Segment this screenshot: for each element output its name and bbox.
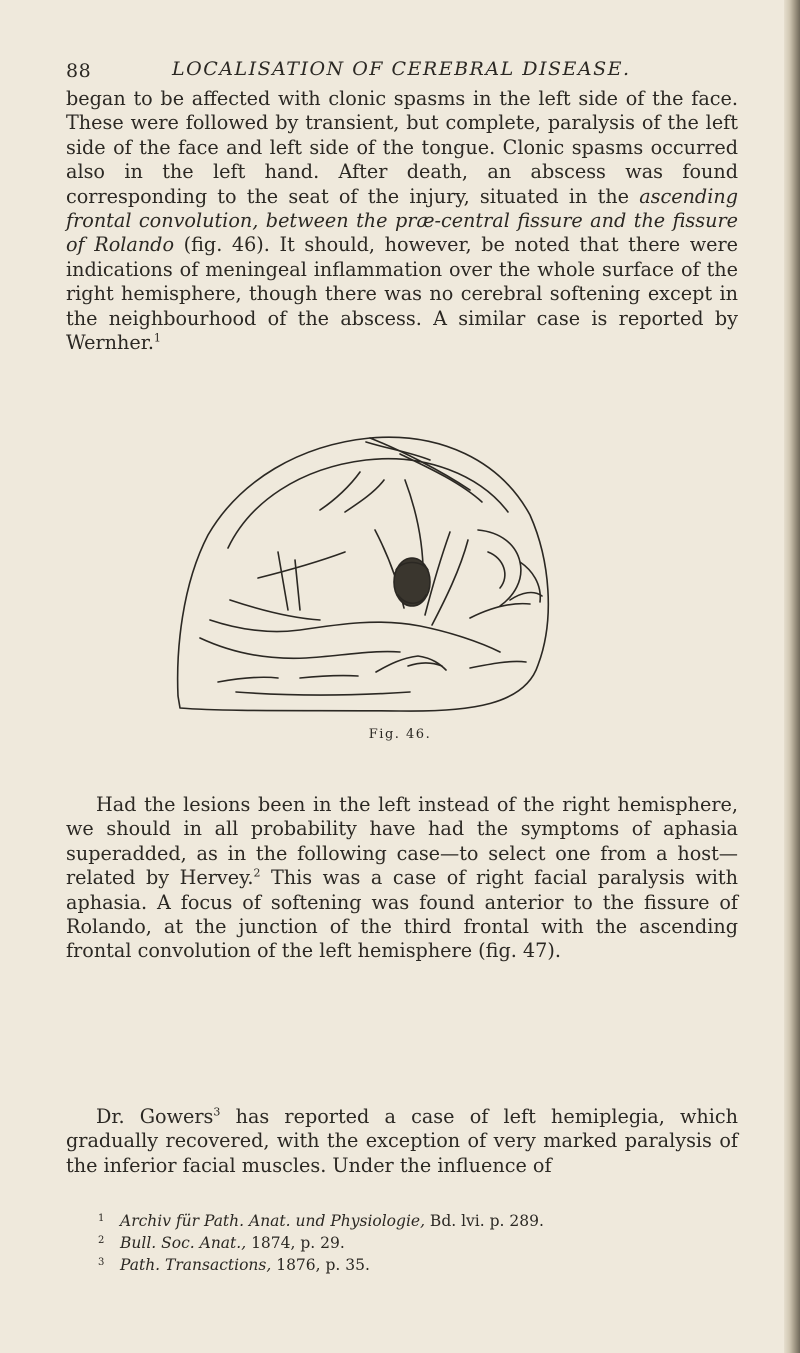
paragraph-3 [66, 1105, 738, 1178]
footnote-title: Bull. Soc. Anat., [120, 1234, 247, 1252]
footnote-mark: 2 [98, 1235, 105, 1246]
paragraph-1 [66, 87, 738, 355]
paragraph-2-text-b: This was a case of right facial paralysis with aphasia. A focus of softening was found anterior to the fissure of Rolando, at the junction of the third frontal with the ascending frontal convolution of the left hemisphere (fig. 47). [66, 866, 738, 963]
paragraph-3-text-a: Dr. Gowers [96, 1105, 214, 1128]
footnote-citation: 1876, p. 35. [271, 1256, 370, 1274]
footnote-3 [98, 1254, 738, 1276]
footnote-title: Archiv für Path. Anat. und Physiologie, [120, 1212, 425, 1230]
paragraph-1-text-a: began to be affected with clonic spasms in the left side of the face. These were followed by transient, but complete, paralysis of the left side of the face and left side of the tongue. Clonic spasms occurred also in the left hand. After death, an abscess was found corresponding to the seat of the injury, situated in the [66, 87, 738, 208]
footnote-citation: 1874, p. 29. [246, 1234, 345, 1252]
footnote-ref-3: 3 [213, 1105, 221, 1119]
footnote-ref-2: 2 [253, 866, 261, 880]
footnote-2 [98, 1232, 738, 1254]
footnote-ref-1: 1 [153, 331, 161, 345]
paragraph-1-text-b: (fig. 46). It should, however, be noted that there were indications of meningeal inflammation over the whole surface of the right hemisphere, though there was no cerebral softening except in the neighbourhood of the abscess. A similar case is reported by Wernher. [66, 233, 738, 355]
running-title: LOCALISATION OF CEREBRAL DISEASE. [172, 58, 631, 80]
footnote-1 [98, 1210, 738, 1232]
footnote-mark: 1 [98, 1213, 105, 1224]
brain-illustration [170, 420, 560, 720]
footnote-mark: 3 [98, 1257, 105, 1268]
paragraph-3-text-b: has reported a case of left hemiplegia, which gradually recovered, with the exception of very marked paralysis of the inferior facial muscles. Under the influence of [66, 1105, 739, 1177]
paragraph-1-italic: ascending frontal convolution, between the præ-central fissure and the fissure of Rolando [66, 184, 738, 257]
figure-caption: Fig. 46. [368, 727, 432, 742]
paragraph-2 [66, 793, 738, 964]
footnotes [98, 1210, 738, 1276]
footnote-citation: Bd. lvi. p. 289. [425, 1212, 544, 1230]
paragraph-2-text-a: Had the lesions been in the left instead of the right hemisphere, we should in all probability have had the symptoms of aphasia superadded, as in the following case—to select one from a host—related by Hervey. [66, 793, 738, 890]
footnote-title: Path. Transactions, [120, 1256, 272, 1274]
page-number: 88 [66, 60, 92, 82]
page-edge [784, 0, 800, 1353]
